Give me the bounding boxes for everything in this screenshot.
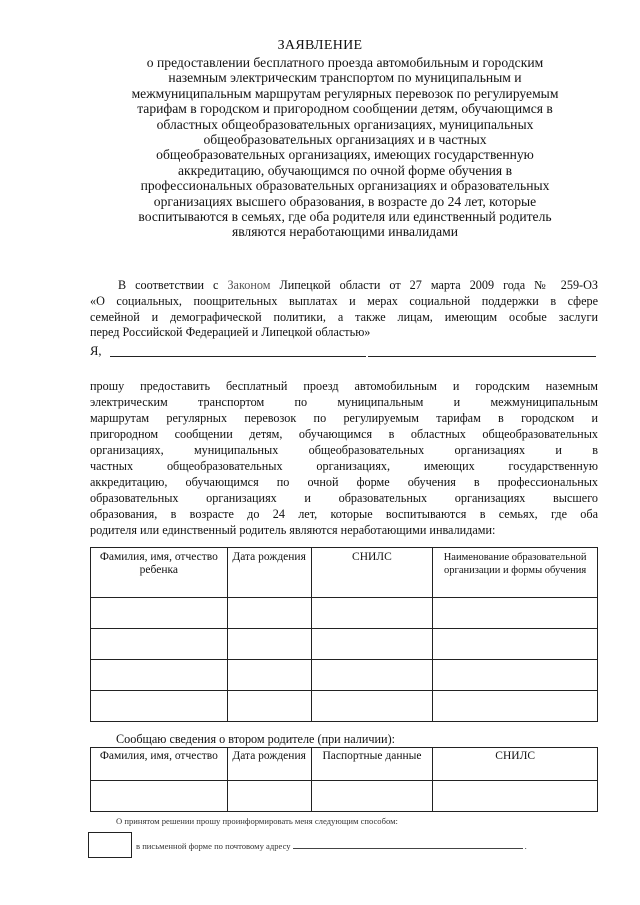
subject-line: областных общеобразовательных организациях, муниципальных (156, 116, 534, 132)
law-line: семейной и демографической политики, а также лицам, имеющим особые заслуги (90, 309, 598, 324)
postal-line-end: . (524, 841, 527, 851)
subject-line: воспитываются в семьях, где оба родителя или единственный родитель (138, 209, 552, 225)
table-cell-input[interactable] (91, 598, 228, 629)
request-line: образовательных организациях и образовательных организациях высшего (90, 491, 598, 505)
request-line: электрическим транспортом по муниципальным и межмуниципальным (90, 395, 598, 409)
table-row (91, 781, 598, 812)
subject-line: профессиональных образовательных организациях и образовательных (140, 178, 550, 194)
table-cell-input[interactable] (227, 629, 311, 660)
inform-method-label: О принятом решении прошу проинформировать меня следующим способом: (116, 816, 398, 826)
request-line: аккредитацию, обучающимся по очной форме обучения в профессиональных (90, 475, 598, 489)
request-line: частных общеобразовательных организациях, имеющих государственную (90, 459, 598, 473)
table-row (91, 691, 598, 722)
applicant-name-field[interactable] (110, 356, 366, 357)
table-cell-input[interactable] (311, 629, 433, 660)
request-text (90, 378, 598, 538)
request-line: пригородном сообщении детям, обучающимся в областных общеобразовательных (90, 427, 598, 441)
children-table (90, 547, 598, 722)
table-cell-input[interactable] (227, 781, 311, 812)
law-text: В соответствии с (118, 278, 228, 292)
table-row (91, 598, 598, 629)
table-cell-input[interactable] (311, 691, 433, 722)
table-row (91, 629, 598, 660)
subject-line: являются неработающими инвалидами (231, 224, 459, 240)
table-cell-input[interactable] (91, 629, 228, 660)
subject-line: наземным электрическим транспортом по муниципальным и (168, 70, 522, 86)
table-cell-input[interactable] (433, 629, 598, 660)
postal-option-label: в письменной форме по почтовому адресу (136, 841, 291, 851)
column-header-parent-name: Фамилия, имя, отчество (91, 748, 228, 781)
subject-line: общеобразовательных организациях и в частных (203, 132, 487, 148)
table-cell-input[interactable] (227, 660, 311, 691)
table-cell-input[interactable] (227, 598, 311, 629)
table-cell-input[interactable] (433, 598, 598, 629)
table-header-row (91, 748, 598, 781)
table-cell-input[interactable] (227, 691, 311, 722)
law-link[interactable]: Законом (227, 278, 271, 292)
law-reference (90, 278, 598, 341)
subject-line: организациях высшего образования, в возрасте до 24 лет, которые (153, 193, 537, 209)
subject-line: о предоставлении бесплатного проезда автомобильным и городским (146, 55, 544, 70)
second-parent-label: Сообщаю сведения о втором родителе (при наличии): (116, 732, 396, 746)
subject-line: тарифам в городском и пригородном сообщении детям, обучающимся в (137, 101, 553, 117)
subject-line: аккредитацию, обучающимся по очной форме обучения в (178, 162, 512, 178)
column-header-child-name: Фамилия, имя, отчество ребенка (91, 548, 228, 598)
applicant-label: Я, (90, 344, 102, 358)
second-parent-table (90, 747, 598, 812)
column-header-birth-date: Дата рождения (227, 748, 311, 781)
postal-option (136, 840, 527, 851)
subject-line: общеобразовательных организациях, имеющих государственную (156, 147, 534, 163)
column-header-birth-date: Дата рождения (227, 548, 311, 598)
subject-line: межмуниципальным маршрутам регулярных перевозок по регулируемым (131, 85, 559, 101)
request-line: организациях, муниципальных общеобразовательных организациях и в (90, 443, 598, 457)
column-header-passport: Паспортные данные (311, 748, 433, 781)
law-line: перед Российской Федерацией и Липецкой областью» (90, 325, 371, 340)
column-header-organization: Наименование образовательной организации и формы обучения (433, 548, 598, 598)
request-line: образования, в возрасте до 24 лет, которые воспитываются в семьях, где оба (90, 507, 598, 521)
request-line: родителя или единственный родитель являются неработающими инвалидами: (90, 523, 496, 537)
law-text: Липецкой области от 27 марта 2009 года № 259-ОЗ (270, 278, 599, 292)
form-title: ЗАЯВЛЕНИЕ (277, 38, 363, 53)
law-line: «О социальных, поощрительных выплатах и мерах социальной поддержки в сфере (90, 293, 598, 308)
table-header-row (91, 548, 598, 598)
postal-option-checkbox[interactable] (88, 832, 132, 858)
table-cell-input[interactable] (433, 660, 598, 691)
request-line: маршрутам регулярных перевозок по регулируемым тарифам в городском и (90, 411, 598, 425)
table-cell-input[interactable] (311, 598, 433, 629)
column-header-snils: СНИЛС (433, 748, 598, 781)
table-cell-input[interactable] (433, 691, 598, 722)
table-cell-input[interactable] (91, 660, 228, 691)
column-header-snils: СНИЛС (311, 548, 433, 598)
table-cell-input[interactable] (91, 691, 228, 722)
table-row (91, 660, 598, 691)
table-cell-input[interactable] (433, 781, 598, 812)
form-subject (84, 55, 606, 240)
table-cell-input[interactable] (311, 660, 433, 691)
applicant-name-field-continued[interactable] (368, 356, 596, 357)
law-line (90, 278, 598, 294)
postal-address-field[interactable] (293, 840, 523, 849)
table-cell-input[interactable] (311, 781, 433, 812)
table-cell-input[interactable] (91, 781, 228, 812)
request-line: прошу предоставить бесплатный проезд автомобильным и городским наземным (90, 379, 598, 393)
